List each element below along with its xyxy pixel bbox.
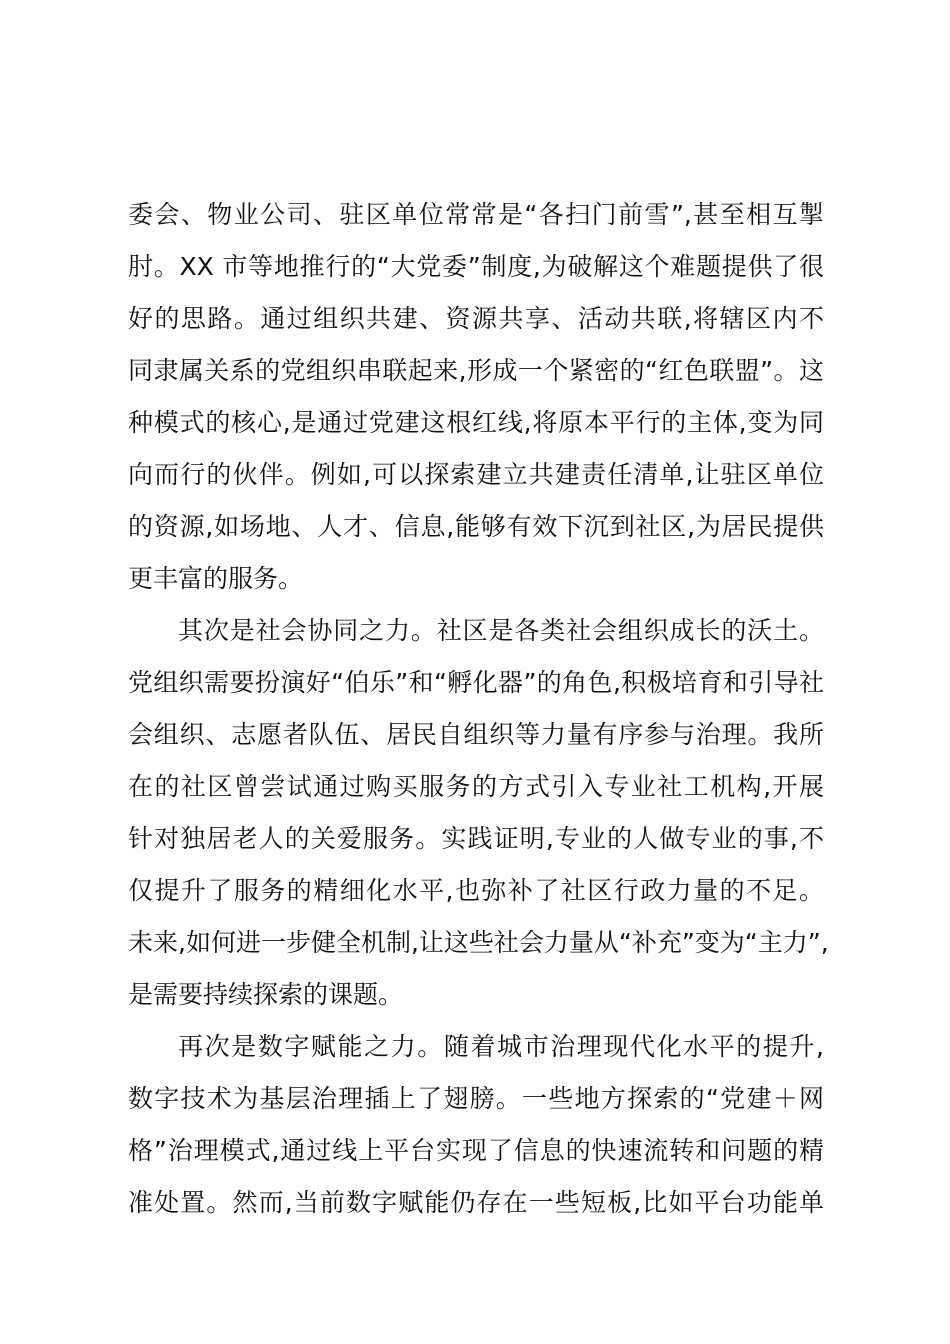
text-line: 仅提升了服务的精细化水平,也弥补了社区行政力量的不足。 xyxy=(128,876,824,905)
text-line: 是需要持续探索的课题。 xyxy=(128,980,404,1009)
text-line: 会组织、志愿者队伍、居民自组织等力量有序参与治理。我所 xyxy=(128,720,824,749)
text-line: 党组织需要扮演好“伯乐”和“孵化器”的角色,积极培育和引导社 xyxy=(128,668,824,697)
text-line: 肘。XX 市等地推行的“大党委”制度,为破解这个难题提供了很 xyxy=(128,252,824,281)
text-line: 委会、物业公司、驻区单位常常是“各扫门前雪”,甚至相互掣 xyxy=(128,200,824,229)
text-line: 向而行的伙伴。例如,可以探索建立共建责任清单,让驻区单位 xyxy=(128,460,824,489)
text-line: 准处置。然而,当前数字赋能仍存在一些短板,比如平台功能单 xyxy=(128,1188,824,1217)
paragraph-first-line: 其次是社会协同之力。社区是各类社会组织成长的沃土。 xyxy=(178,616,824,645)
text-line: 在的社区曾尝试通过购买服务的方式引入专业社工机构,开展 xyxy=(128,772,824,801)
text-line: 数字技术为基层治理插上了翅膀。一些地方探索的“党建＋网 xyxy=(128,1084,824,1113)
text-line: 针对独居老人的关爱服务。实践证明,专业的人做专业的事,不 xyxy=(128,824,824,853)
text-line: 同隶属关系的党组织串联起来,形成一个紧密的“红色联盟”。这 xyxy=(128,356,824,385)
paragraph-first-line: 再次是数字赋能之力。随着城市治理现代化水平的提升, xyxy=(178,1032,824,1061)
text-line: 未来,如何进一步健全机制,让这些社会力量从“补充”变为“主力”, xyxy=(128,928,829,957)
text-line: 的资源,如场地、人才、信息,能够有效下沉到社区,为居民提供 xyxy=(128,512,824,541)
text-line: 格”治理模式,通过线上平台实现了信息的快速流转和问题的精 xyxy=(128,1136,824,1165)
text-line: 种模式的核心,是通过党建这根红线,将原本平行的主体,变为同 xyxy=(128,408,824,437)
text-line: 好的思路。通过组织共建、资源共享、活动共联,将辖区内不 xyxy=(128,304,824,333)
text-line: 更丰富的服务。 xyxy=(128,564,304,593)
